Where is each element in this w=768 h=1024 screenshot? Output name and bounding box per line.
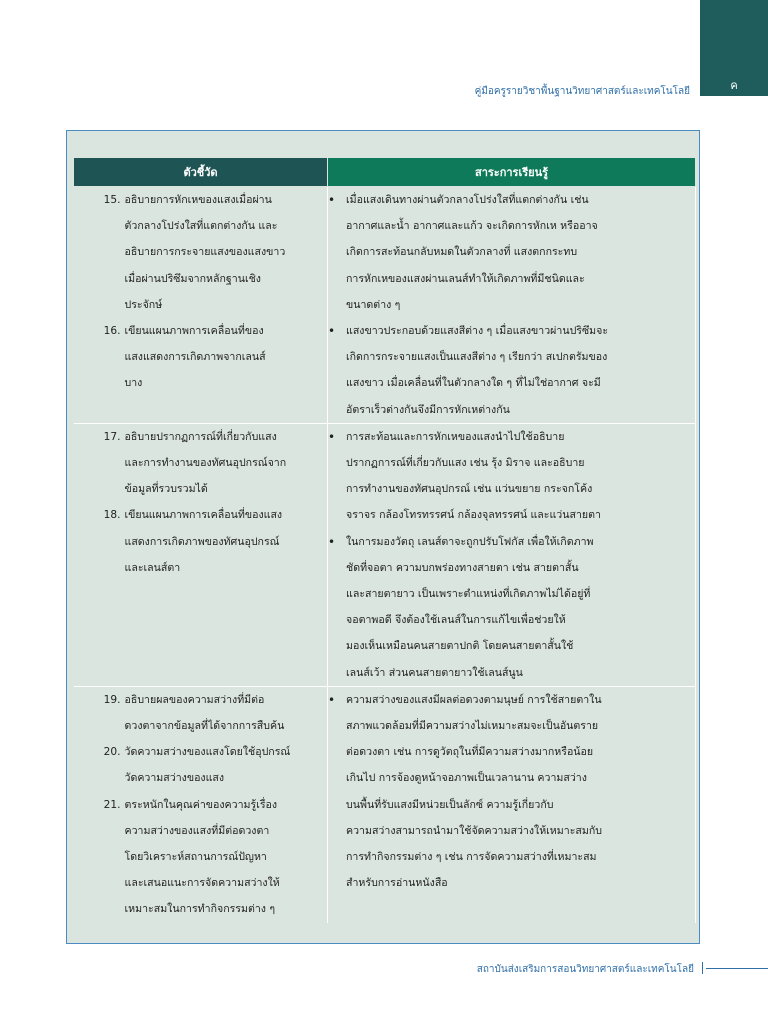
indicator-text [125,502,328,581]
indicator-line: ข้อมูลที่รวบรวมได้ [124,483,208,496]
indicator-text [125,424,328,503]
bullet-icon: • [328,193,336,207]
learning-list [328,687,695,897]
running-header: คู่มือครูรายวิชาพื้นฐานวิทยาศาสตร์และเทคโนโลยี [474,86,690,97]
learning-line: แสงขาว เมื่อเคลื่อนที่ในตัวกลางใด ๆ ที่ไม่ใช่อากาศ จะมี [346,377,601,390]
indicator-line: ตระหนักในคุณค่าของความรู้เรื่อง [124,798,278,811]
learning-line: มองเห็นเหมือนคนสายตาปกติ โดยคนสายตาสั้นใช้ [346,640,574,653]
learning-line: แสงขาวประกอบด้วยแสงสีต่าง ๆ เมื่อแสงขาวผ่านปริซึมจะ [346,325,609,338]
indicator-line: วัดความสว่างของแสงโดยใช้อุปกรณ์ [124,746,291,759]
indicator-item [74,502,328,581]
indicator-line: อธิบายการกระจายแสงของแสงขาว [124,246,286,259]
learning-line: ขนาดต่าง ๆ [346,298,401,311]
indicator-line: อธิบายผลของความสว่างที่มีต่อ [124,693,265,706]
bullet-icon: • [328,429,336,444]
indicator-text [125,318,328,397]
footer-rule [706,968,768,969]
indicator-line: ตัวกลางโปร่งใสที่แตกต่างกัน และ [124,220,278,233]
learning-line: การทำงานของทัศนอุปกรณ์ เช่น แว่นขยาย กระจกโค้ง [346,483,593,496]
indicator-line: และเลนส์ตา [124,561,181,574]
learning-line: สภาพแวดล้อมที่มีความสว่างไม่เหมาะสมจะเป็นอันตราย [346,720,599,733]
learning-text [346,187,695,318]
indicator-line: วัดความสว่างของแสง [124,772,225,785]
footer-org: สถาบันส่งเสริมการสอนวิทยาศาสตร์และเทคโนโลยี [476,964,694,975]
indicator-line: แสงแสดงการเกิดภาพจากเลนส์ [124,351,266,364]
indicator-item [74,739,328,791]
indicator-item [74,792,328,923]
bullet-icon: • [328,534,336,549]
indicator-item [74,187,328,318]
bullet-icon: • [328,324,336,339]
learning-list [328,424,695,686]
learning-line: จอตาพอดี จึงต้องใช้เลนส์ในการแก้ไขเพื่อช่วยให้ [346,614,566,627]
indicator-item [74,687,328,739]
learning-line: ต่อดวงตา เช่น การดูวัตถุในที่มีความสว่างมากหรือน้อย [346,746,594,759]
page-number: ค [730,79,738,92]
learning-line: บนพื้นที่รับแสงมีหน่วยเป็นลักซ์ ความรู้เกี่ยวกับ [346,798,554,811]
learning-line: อากาศและน้ำ อากาศและแก้ว จะเกิดการหักเห หรืออาจ [346,220,598,233]
indicator-text [125,187,328,318]
learning-line: การหักเหของแสงผ่านเลนส์ทำให้เกิดภาพที่มีชนิดและ [346,272,585,285]
learning-text [346,687,695,897]
learning-column-header: สาระการเรียนรู้ [328,158,696,187]
learning-line: ในการมองวัตถุ เลนส์ตาจะถูกปรับโฟกัส เพื่อให้เกิดภาพ [346,535,594,548]
learning-item [328,529,695,686]
learning-line: เลนส์เว้า ส่วนคนสายตายาวใช้เลนส์นูน [346,666,523,679]
indicator-cell [74,686,328,922]
learning-line: เมื่อแสงเดินทางผ่านตัวกลางโปร่งใสที่แตกต่างกัน เช่น [346,194,589,206]
indicator-cell [74,187,328,424]
page-number-tab [700,0,768,96]
learning-text [346,424,695,529]
table-row [74,187,696,424]
indicator-line: ความสว่างของแสงที่มีต่อดวงตา [124,824,270,837]
indicator-line: บาง [124,377,143,390]
learning-item [328,424,695,529]
learning-line: การทำกิจกรรมต่าง ๆ เช่น การจัดความสว่างที่เหมาะสม [346,851,597,864]
indicator-line: เขียนแผนภาพการเคลื่อนที่ของแสง [124,509,283,522]
indicator-cell [74,423,328,686]
learning-line: ความสว่างของแสงมีผลต่อดวงตามนุษย์ การใช้สายตาใน [346,693,602,706]
content-frame [66,130,700,944]
learning-line: อัตราเร็วต่างกันจึงมีการหักเหต่างกัน [346,403,510,416]
indicator-number: 21. [103,798,121,811]
table-row [74,423,696,686]
learning-line: และสายตายาว เป็นเพราะตำแหน่งที่เกิดภาพไม่ได้อยู่ที่ [346,588,591,601]
indicator-line: เหมาะสมในการทำกิจกรรมต่าง ๆ [124,903,276,916]
indicator-number: 20. [103,746,121,759]
learning-cell [328,423,696,686]
indicator-text [125,792,328,923]
learning-item [328,318,695,423]
learning-line: ปรากฏการณ์ที่เกี่ยวกับแสง เช่น รุ้ง มิราจ และอธิบาย [346,457,585,470]
indicator-item [74,424,328,503]
learning-line: เกิดการกระจายแสงเป็นแสงสีต่าง ๆ เรียกว่า สเปกตรัมของ [346,351,608,364]
curriculum-table [73,157,696,923]
learning-item [328,687,695,897]
indicator-text [125,739,328,791]
learning-line: จราจร กล้องโทรทรรศน์ กล้องจุลทรรศน์ และแว่นสายตา [346,509,601,522]
indicator-column-header: ตัวชี้วัด [74,158,328,187]
indicator-line: เมื่อผ่านปริซึมจากหลักฐานเชิง [124,272,261,285]
indicator-item [74,318,328,397]
footer-divider [702,962,703,974]
indicator-line: ดวงตาจากข้อมูลที่ได้จากการสืบค้น [124,720,285,733]
learning-line: ชัดที่จอตา ความบกพร่องทางสายตา เช่น สายตาสั้น [346,561,579,574]
learning-list [328,187,695,423]
indicator-number: 18. [103,509,121,522]
learning-line: ความสว่างสามารถนำมาใช้จัดความสว่างให้เหมาะสมกับ [346,824,602,837]
indicator-line: ประจักษ์ [124,298,163,311]
indicator-number: 15. [103,194,121,206]
learning-line: สำหรับการอ่านหนังสือ [346,877,448,890]
indicator-line: โดยวิเคราะห์สถานการณ์ปัญหา [124,851,267,864]
learning-line: การสะท้อนและการหักเหของแสงนำไปใช้อธิบาย [346,430,565,443]
indicator-line: เขียนแผนภาพการเคลื่อนที่ของ [124,325,264,338]
indicator-line: แสดงการเกิดภาพของทัศนอุปกรณ์ [124,535,280,548]
indicator-number: 17. [103,430,121,443]
learning-text [346,318,695,423]
learning-text [346,529,695,686]
learning-cell [328,187,696,424]
table-row [74,686,696,922]
learning-item [328,187,695,318]
indicator-line: อธิบายการหักเหของแสงเมื่อผ่าน [124,194,272,206]
indicator-line: และเสนอแนะการจัดความสว่างให้ [124,877,280,890]
learning-cell [328,686,696,922]
bullet-icon: • [328,692,336,707]
learning-line: เกินไป การจ้องดูหน้าจอภาพเป็นเวลานาน ความสว่าง [346,772,587,785]
indicator-line: อธิบายปรากฏการณ์ที่เกี่ยวกับแสง [124,430,277,443]
learning-line: เกิดการสะท้อนกลับหมดในตัวกลางที่ แสงตกกระทบ [346,246,578,259]
indicator-text [125,687,328,739]
indicator-number: 19. [103,693,121,706]
indicator-line: และการทำงานของทัศนอุปกรณ์จาก [124,457,287,470]
indicator-number: 16. [103,325,121,338]
